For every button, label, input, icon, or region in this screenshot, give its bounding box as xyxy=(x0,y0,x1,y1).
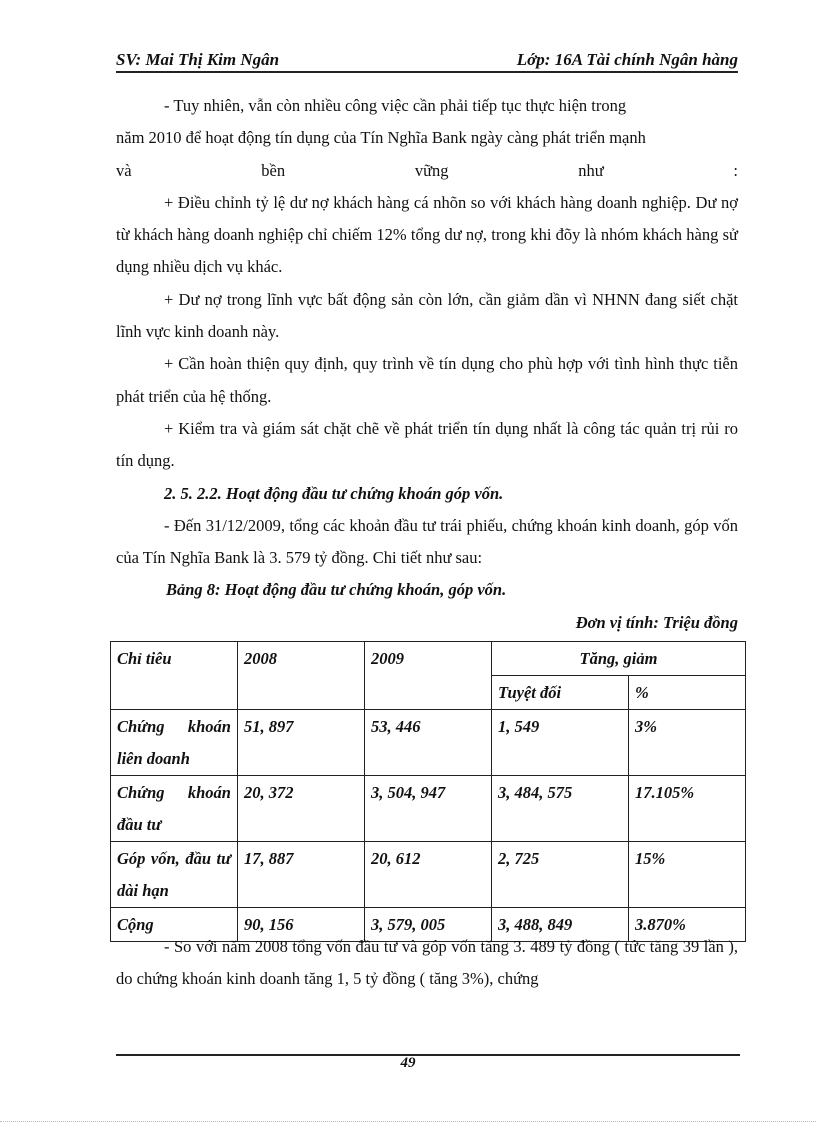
cell-absolute: 2, 725 xyxy=(492,842,629,908)
cell-percent: 15% xyxy=(629,842,746,908)
class-name: Lớp: 16A Tài chính Ngân hàng xyxy=(516,50,738,69)
header-2009: 2009 xyxy=(365,642,492,710)
bullet-paragraph: + Dư nợ trong lĩnh vực bất động sản còn lớn, cần giảm dần vì NHNN đang siết chặt lĩnh vực kinh doanh này. xyxy=(116,289,738,342)
cell-percent: 3% xyxy=(629,710,746,776)
cell-absolute: 1, 549 xyxy=(492,710,629,776)
post-table-text xyxy=(116,931,738,996)
table-row xyxy=(111,842,746,908)
page-header xyxy=(116,49,738,73)
paragraph-line: - Tuy nhiên, vẫn còn nhiều công việc cần phải tiếp tục thực hiện trong xyxy=(164,96,627,115)
row-label: Góp vốn, đầu tư dài hạn xyxy=(111,842,238,908)
investment-table xyxy=(110,641,746,942)
paragraph: - So với năm 2008 tổng vốn đầu tư và góp vốn tăng 3. 489 tỷ đồng ( tức tăng 39 lần ), do chứng khoán kinh doanh tăng 1, 5 tỷ đồng ( tăng 3%), chứng xyxy=(116,937,738,989)
bullet-paragraph: + Điều chỉnh tỷ lệ dư nợ khách hàng cá nhõn so với khách hàng doanh nghiệp. Dư nợ từ khách hàng doanh nghiệp chỉ chiếm 12% tổng dư nợ, trong khi đõy là nhóm khách hàng sử dụng nhiều dịch vụ khác. xyxy=(116,192,738,277)
cell-2008: 20, 372 xyxy=(238,776,365,842)
cell-2008: 90, 156 xyxy=(238,908,365,942)
cell-percent: 3.870% xyxy=(629,908,746,942)
cell-2009: 20, 612 xyxy=(365,842,492,908)
table-caption: Bảng 8: Hoạt động đầu tư chứng khoán, góp vốn. xyxy=(166,580,507,600)
cell-2009: 53, 446 xyxy=(365,710,492,776)
cell-2009: 3, 504, 947 xyxy=(365,776,492,842)
table-header-row xyxy=(111,642,746,676)
section-heading: 2. 5. 2.2. Hoạt động đầu tư chứng khoán góp vốn. xyxy=(164,483,504,503)
row-label: Chứng khoán đầu tư xyxy=(111,776,238,842)
paragraph: - Đến 31/12/2009, tổng các khoản đầu tư trái phiếu, chứng khoán kinh doanh, góp vốn của Tín Nghĩa Bank là 3. 579 tỷ đồng. Chi tiết như sau: xyxy=(116,515,738,568)
cell-2009: 3, 579, 005 xyxy=(365,908,492,942)
paragraph-line: và bền vững như : xyxy=(116,160,738,180)
cell-absolute: 3, 484, 575 xyxy=(492,776,629,842)
header-2008: 2008 xyxy=(238,642,365,710)
student-name: SV: Mai Thị Kim Ngân xyxy=(116,50,280,69)
header-percent: % xyxy=(629,676,746,710)
cell-absolute: 3, 488, 849 xyxy=(492,908,629,942)
unit-label: Đơn vị tính: Triệu đồng xyxy=(575,612,738,632)
page-number: 49 xyxy=(400,1055,416,1071)
header-change: Tăng, giảm xyxy=(492,642,746,676)
bullet-paragraph: + Cần hoàn thiện quy định, quy trình về tín dụng cho phù hợp với tình hình thực tiễn phát triển của hệ thống. xyxy=(116,354,738,406)
cell-2008: 17, 887 xyxy=(238,842,365,908)
cell-2008: 51, 897 xyxy=(238,710,365,776)
page-bottom-border xyxy=(0,1121,816,1122)
row-label: Cộng xyxy=(111,908,238,942)
bullet-paragraph: + Kiểm tra và giám sát chặt chẽ về phát triển tín dụng nhất là công tác quản trị rủi ro tín dụng. xyxy=(116,418,738,471)
paragraph-line: năm 2010 để hoạt động tín dụng của Tín Nghĩa Bank ngày càng phát triển mạnh xyxy=(116,128,646,148)
header-indicator: Chỉ tiêu xyxy=(111,642,238,710)
cell-percent: 17.105% xyxy=(629,776,746,842)
row-label: Chứng khoán liên doanh xyxy=(111,710,238,776)
table-row xyxy=(111,776,746,842)
table-row xyxy=(111,710,746,776)
page-body xyxy=(116,90,738,639)
header-absolute: Tuyệt đối xyxy=(492,676,629,710)
